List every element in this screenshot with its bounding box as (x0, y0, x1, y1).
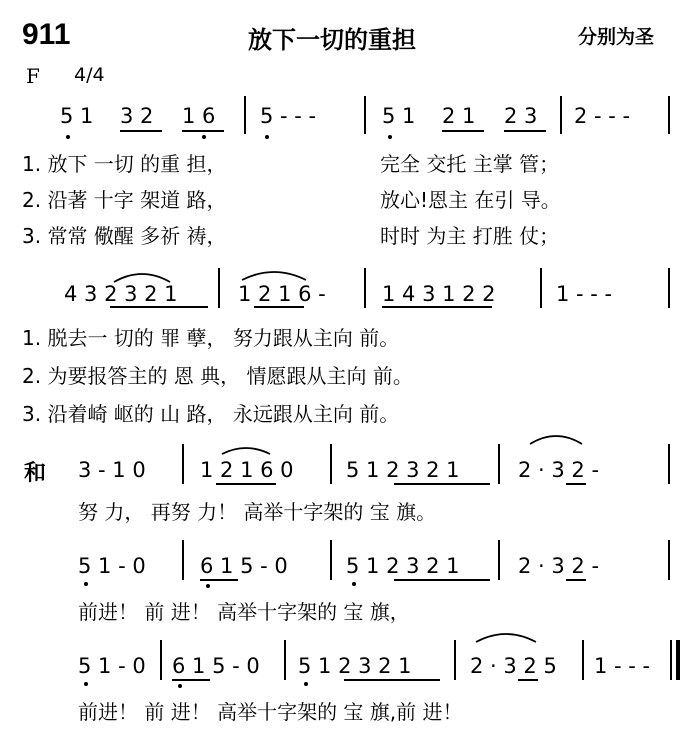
note-group: 1 2 1 6 - (238, 282, 326, 306)
octave-dot (202, 135, 206, 139)
note-group: 2 · 3 2 - (518, 554, 600, 578)
refrain-lyric: 前进！ 前 进！ 高举十字架的 宝 旗， (78, 600, 410, 624)
note-group: 5 1 - 0 (78, 654, 146, 678)
beam-underline (110, 306, 208, 308)
verse-line: 1. 脱去一 切的 罪 孽， 努力跟从主向 前。 (22, 326, 400, 350)
note-group: 6 1 5 - 0 (172, 654, 260, 678)
refrain-lyric: 前进！ 前 进！ 高举十字架的 宝 旗,前 进！ (78, 700, 463, 724)
note-group: 2 3 (504, 104, 538, 128)
slur (112, 270, 172, 284)
bar-line (498, 540, 500, 580)
note-group: 3 2 (120, 104, 154, 128)
bar-line (160, 640, 162, 680)
bar-line (330, 540, 332, 580)
bar-line (244, 96, 246, 134)
slur (528, 432, 584, 446)
octave-dot (388, 135, 392, 139)
beam-underline (182, 130, 224, 132)
bar-line (668, 96, 670, 134)
verse-line: 时时 为主 打胜 仗； (380, 224, 560, 248)
note-group: 5 1 (60, 104, 94, 128)
verse-line: 3. 常常 儆醒 多祈 祷， (22, 224, 227, 248)
octave-dot (206, 584, 210, 588)
verse-line: 3. 沿着崎 岖的 山 路， 永远跟从主向 前。 (22, 402, 400, 426)
bar-line (284, 640, 286, 680)
beam-underline (442, 130, 484, 132)
note-group: 5 1 - 0 (78, 554, 146, 578)
note-group: 4 3 2 3 2 1 (64, 282, 178, 306)
note-group: 5 - - - (260, 104, 317, 128)
note-group: 1 - - - (556, 282, 613, 306)
octave-dot (84, 682, 88, 686)
bar-line (540, 268, 542, 308)
bar-line (668, 540, 670, 580)
note-group: 3 - 1 0 (78, 458, 146, 482)
verse-line: 1. 放下 一切 的重 担， (22, 152, 227, 176)
bar-line (498, 444, 500, 484)
note-group: 5 1 2 3 2 1 (346, 554, 460, 578)
refrain-lyric: 努 力， 再努 力！ 高举十字架的 宝 旗。 (78, 500, 437, 524)
refrain-label: 和 (24, 461, 47, 486)
bar-line (668, 444, 670, 484)
octave-dot (352, 582, 356, 586)
note-group: 2 1 (442, 104, 476, 128)
note-group: 5 1 2 3 2 1 (298, 654, 412, 678)
beam-underline (394, 579, 490, 581)
slur (240, 268, 308, 282)
bar-line (364, 96, 366, 134)
hymn-category: 分别为圣 (578, 26, 655, 48)
bar-line (670, 640, 672, 680)
beam-underline (566, 579, 586, 581)
bar-line (182, 444, 184, 484)
bar-line (582, 640, 584, 680)
verse-line: 完全 交托 主掌 管； (380, 152, 560, 176)
bar-line (454, 640, 456, 680)
note-group: 6 1 5 - 0 (200, 554, 288, 578)
bar-line (364, 268, 366, 308)
key-signature: F (26, 64, 40, 88)
beam-underline (120, 130, 162, 132)
beam-underline (394, 483, 490, 485)
bar-line (330, 444, 332, 484)
beam-underline (518, 679, 538, 681)
note-group: 1 4 3 1 2 2 (382, 282, 496, 306)
bar-line (218, 268, 220, 308)
bar-line (182, 540, 184, 580)
bar-line (560, 96, 562, 134)
beam-underline (382, 306, 492, 308)
octave-dot (304, 682, 308, 686)
beam-underline (254, 306, 304, 308)
note-group: 5 1 2 3 2 1 (346, 458, 460, 482)
octave-dot (84, 582, 88, 586)
beam-underline (504, 130, 546, 132)
verse-line: 2. 沿著 十字 架道 路， (22, 188, 227, 212)
bar-line (668, 268, 670, 308)
slur (474, 630, 538, 644)
beam-underline (566, 483, 586, 485)
note-group: 1 - - - (594, 654, 651, 678)
verse-line: 放心!恩主 在引 导。 (380, 188, 561, 212)
slur (220, 444, 272, 456)
beam-underline (216, 483, 276, 485)
note-group: 2 · 3 2 - (518, 458, 600, 482)
hymn-number: 911 (22, 18, 71, 51)
octave-dot (265, 135, 269, 139)
note-group: 1 2 1 6 0 (200, 458, 294, 482)
time-signature: 4/4 (74, 64, 105, 86)
beam-underline (200, 579, 238, 581)
hymn-title: 放下一切的重担 (248, 26, 416, 54)
octave-dot (178, 684, 182, 688)
verse-line: 2. 为要报答主的 恩 典， 情愿跟从主向 前。 (22, 364, 413, 388)
final-bar-line (676, 640, 680, 680)
note-group: 2 · 3 2 5 (470, 654, 557, 678)
octave-dot (66, 135, 70, 139)
note-group: 1 6 (182, 104, 216, 128)
beam-underline (172, 679, 210, 681)
note-group: 5 1 (382, 104, 416, 128)
note-group: 2 - - - (574, 104, 631, 128)
beam-underline (344, 679, 440, 681)
